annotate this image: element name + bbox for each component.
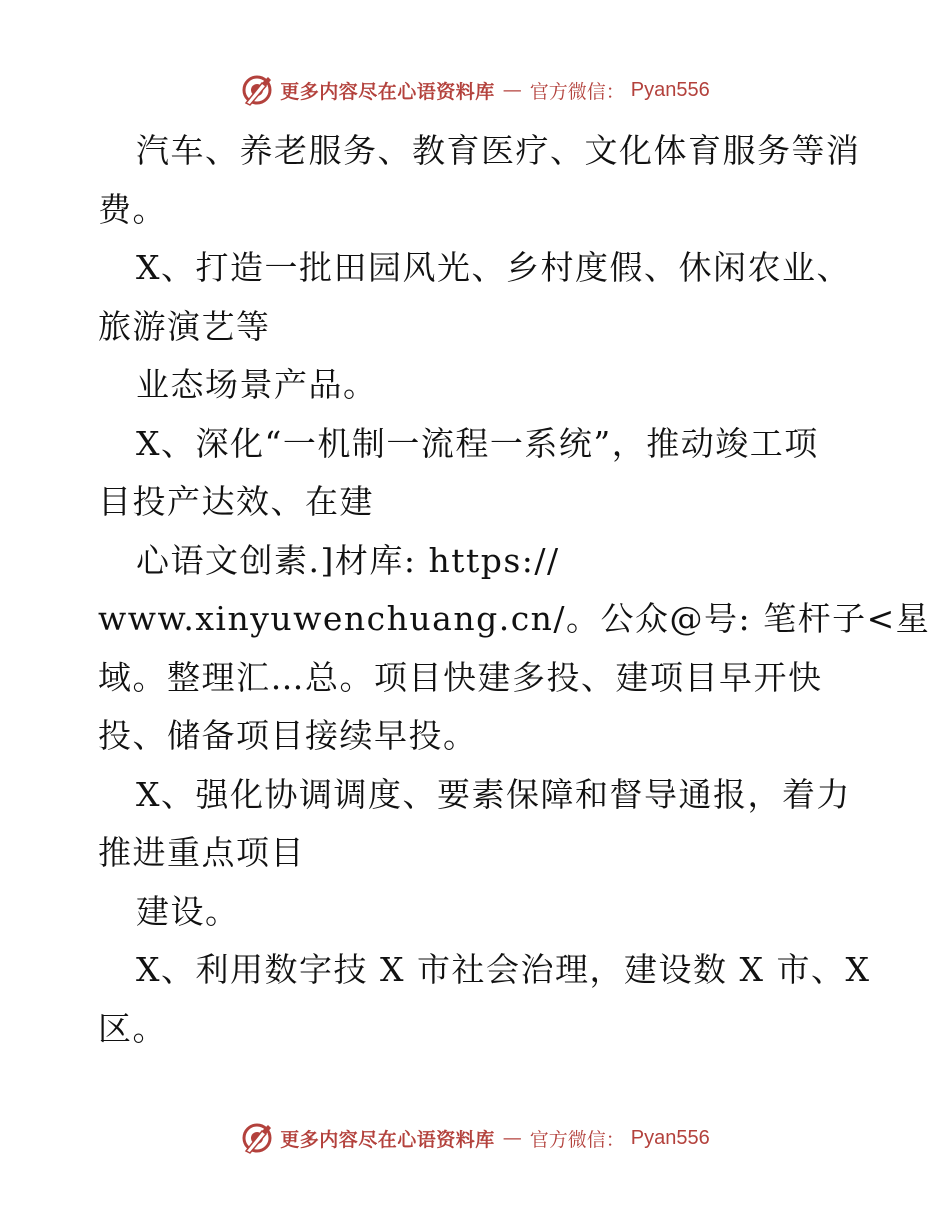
body-line: 旅游演艺等 (98, 306, 271, 346)
banner-slogan: 更多内容尽在心语资料库 (280, 80, 495, 103)
body-line: X、深化“一机制一流程一系统”，推动竣工项 (136, 423, 819, 463)
banner-official-label: 官方微信： (529, 1128, 625, 1151)
header-banner (0, 70, 950, 110)
body-line: 汽车、养老服务、教育医疗、文化体育服务等消 (136, 131, 861, 170)
banner-dash: — (502, 1127, 522, 1149)
body-line: X、强化协调调度、要素保障和督导通报，着力 (136, 774, 851, 814)
body-line: 区。 (98, 1008, 167, 1048)
body-line: X、利用数字技 X 市社会治理，建设数 X 市、X (136, 950, 871, 989)
body-line: X、打造一批田园风光、乡村度假、休闲农业、 (136, 248, 851, 287)
document-body (98, 122, 931, 1058)
body-line: 投、储备项目接续早投。 (98, 716, 478, 755)
banner-dash: — (502, 79, 522, 101)
pen-logo-icon (240, 1121, 274, 1155)
body-line: www.xinyuwenchuang.cn/。公众@号: 笔杆子<星 (98, 599, 931, 638)
body-line: 费。 (98, 189, 167, 229)
body-line: 域。整理汇…总。项目快建多投、建项目早开快 (98, 657, 823, 697)
body-line: 目投产达效、在建 (98, 482, 374, 521)
banner-wechat-id: Pyan556 (630, 1126, 710, 1149)
banner-wechat-id: Pyan556 (630, 78, 710, 101)
body-line: 建设。 (136, 891, 240, 931)
footer-banner (0, 1118, 950, 1158)
body-line: 推进重点项目 (98, 833, 305, 872)
banner-slogan: 更多内容尽在心语资料库 (280, 1128, 495, 1151)
pen-logo-icon (240, 73, 274, 107)
body-line: 业态场景产品。 (136, 365, 378, 404)
banner-official-label: 官方微信： (529, 80, 625, 103)
body-line: 心语文创素.]材库: https:// (136, 540, 560, 580)
